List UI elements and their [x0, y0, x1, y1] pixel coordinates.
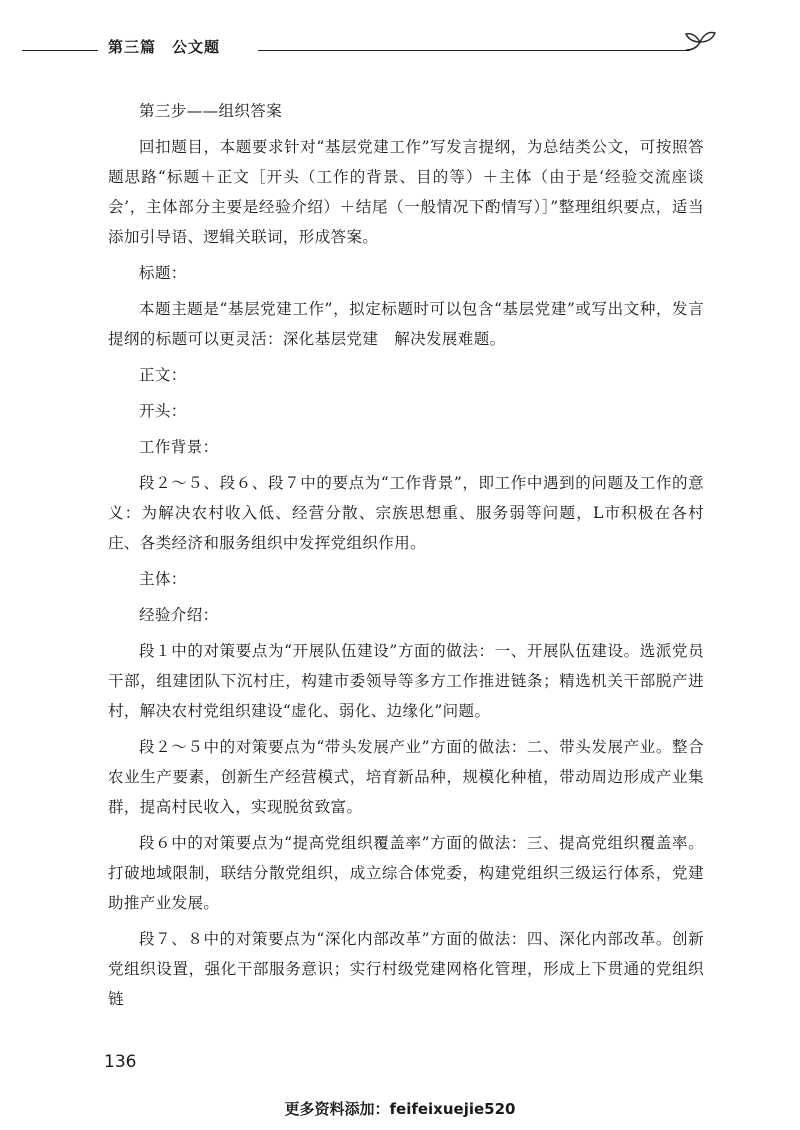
- paragraph: 回扣题目，本题要求针对“基层党建工作”写发言提纲，为总结类公文，可按照答题思路“标题＋正文［开头（工作的背景、目的等）＋主体（由于是‘经验交流座谈会’，主体部分主要是经验介绍）＋结尾（一般情况下酌情写）］”整理组织要点，适当添加引导语、逻辑关联词，形成答案。: [108, 138, 704, 246]
- body-text: [108, 96, 704, 1020]
- footer-note: 更多资料添加：feifeixuejie520: [284, 1100, 516, 1118]
- label-opening: 开头：: [139, 402, 187, 420]
- label-body: 正文：: [139, 366, 187, 384]
- paragraph: 段２～５中的对策要点为“带头发展产业”方面的做法：二、带头发展产业。整合农业生产要素，创新生产经营模式，培育新品种，规模化种植，带动周边形成产业集群，提高村民收入，实现脱贫致富。: [108, 738, 704, 816]
- paragraph: 段２～５、段６、段７中的要点为“工作背景”，即工作中遇到的问题及工作的意义：为解决农村收入低、经营分散、宗族思想重、服务弱等问题，L市积极在各村庄、各类经济和服务组织中发挥党组织作用。: [108, 474, 704, 552]
- step-heading: 第三步——组织答案: [139, 102, 283, 120]
- header-rule-left: [22, 50, 98, 51]
- paragraph: 段１中的对策要点为“开展队伍建设”方面的做法：一、开展队伍建设。选派党员干部，组建团队下沉村庄，构建市委领导等多方工作推进链条；精选机关干部脱产进村，解决农村党组织建设“虚化、弱化、边缘化”问题。: [108, 642, 704, 720]
- paragraph: 段７、８中的对策要点为“深化内部改革”方面的做法：四、深化内部改革。创新党组织设置，强化干部服务意识；实行村级党建网格化管理，形成上下贯通的党组织链: [108, 930, 704, 1008]
- header-title: [108, 36, 220, 57]
- page-header: [0, 28, 800, 64]
- label-experience: 经验介绍：: [139, 606, 219, 624]
- paragraph: 本题主题是“基层党建工作”，拟定标题时可以包含“基层党建”或写出文种，发言提纲的标题可以更灵活：深化基层党建 解决发展难题。: [108, 300, 704, 348]
- label-background: 工作背景：: [139, 438, 219, 456]
- header-section: 公文题: [172, 38, 221, 56]
- sprout-icon: [682, 28, 718, 58]
- paragraph: 段６中的对策要点为“提高党组织覆盖率”方面的做法：三、提高党组织覆盖率。打破地域限制，联结分散党组织，成立综合体党委，构建党组织三级运行体系，党建助推产业发展。: [108, 834, 704, 912]
- page-number: 136: [104, 1052, 137, 1072]
- label-main: 主体：: [139, 570, 187, 588]
- header-part: 第三篇: [108, 38, 157, 56]
- header-rule-right: [258, 50, 690, 51]
- label-title: 标题：: [139, 264, 187, 282]
